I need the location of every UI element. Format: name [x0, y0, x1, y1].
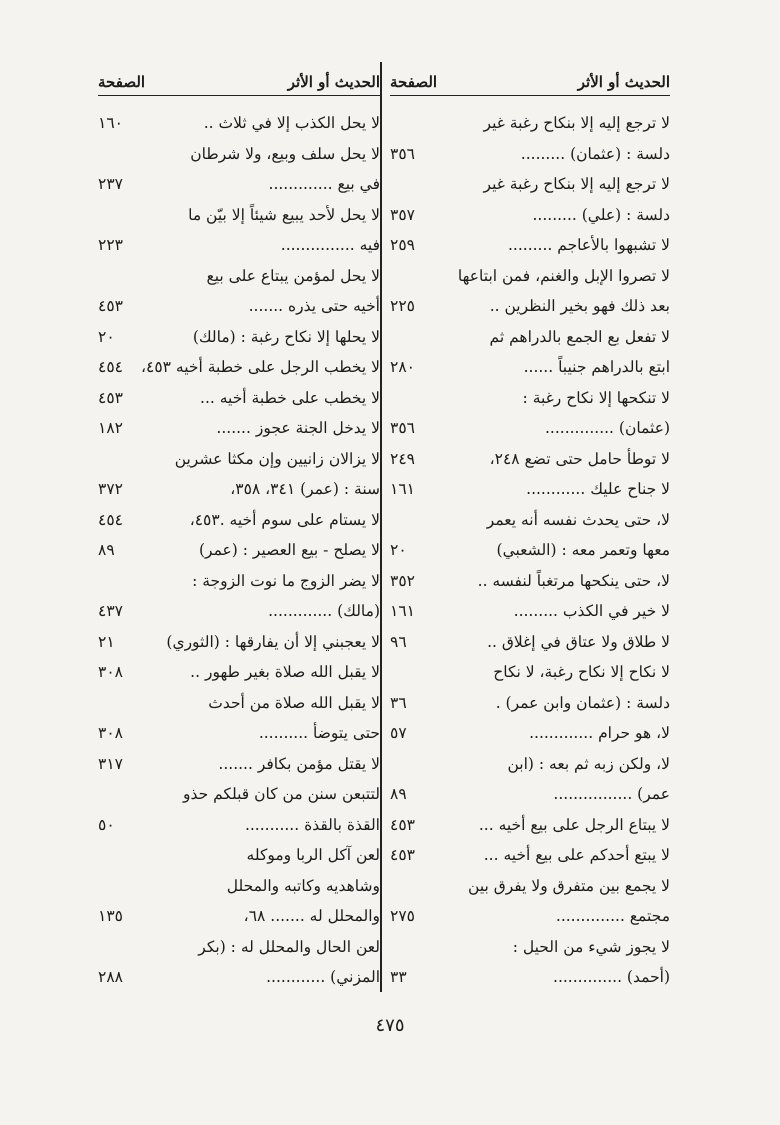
- entry-text: لا خير في الكذب .........: [513, 602, 670, 621]
- entry-text: لا تنكحها إلا نكاح رغبة :: [522, 388, 670, 407]
- left-column-header: [98, 62, 380, 96]
- entry-page: ٢٢٥: [390, 297, 415, 316]
- index-entry: [98, 871, 380, 902]
- index-entry: [390, 749, 670, 780]
- entry-text: لعن الحال والمحلل له : (بكر: [198, 937, 380, 956]
- entry-text: لا يحل الكذب إلا في ثلاث ..: [203, 114, 380, 133]
- index-entry: [390, 657, 670, 688]
- entry-page: ٣٥٦: [390, 419, 415, 438]
- entry-page: ٢٣٧: [98, 175, 123, 194]
- index-entry: [390, 932, 670, 963]
- index-entry: [98, 627, 380, 658]
- entry-page: ٣٥٢: [390, 571, 415, 590]
- entry-text: (عثمان) ..............: [545, 419, 670, 438]
- entry-text: لا يقبل الله صلاة بغير طهور ..: [190, 663, 380, 682]
- index-entry: [390, 261, 670, 292]
- page-number: ٤٧٥: [375, 1015, 405, 1036]
- index-entry: [98, 444, 380, 475]
- index-entry: [98, 688, 380, 719]
- entry-text: دلسة : (عثمان) .........: [520, 144, 670, 163]
- entry-page: ٤٥٣: [98, 297, 123, 316]
- index-entry: [390, 108, 670, 139]
- entry-text: لا يخطب على خطبة أخيه ...: [200, 388, 380, 407]
- index-entry: [390, 383, 670, 414]
- entry-text: لا، ولكن زبه ثم بعه : (ابن: [507, 754, 670, 773]
- entry-page: ٣٧٢: [98, 480, 123, 499]
- entry-text: لا يصلح - بيع العصير : (عمر): [198, 541, 380, 560]
- entry-text: لا يقتل مؤمن بكافر .......: [218, 754, 380, 773]
- entry-text: لا تفعل بع الجمع بالدراهم ثم: [489, 327, 670, 346]
- entry-page: ٢١: [98, 632, 115, 651]
- index-entry: [390, 627, 670, 658]
- index-entry: [98, 535, 380, 566]
- index-entry: [390, 688, 670, 719]
- right-entries: [390, 108, 670, 993]
- index-entry: [390, 139, 670, 170]
- entry-text: حتى يتوضأ ..........: [258, 724, 380, 743]
- entry-page: ٨٩: [98, 541, 115, 560]
- index-entry: [98, 261, 380, 292]
- index-entry: [98, 322, 380, 353]
- index-entry: [98, 505, 380, 536]
- entry-text: (مالك) .............: [268, 602, 380, 621]
- entry-page: ٣٦: [390, 693, 407, 712]
- index-entry: [98, 657, 380, 688]
- index-entry: [390, 474, 670, 505]
- entry-text: في بيع .............: [268, 175, 380, 194]
- index-entry: [390, 596, 670, 627]
- entry-text: (أحمد) ..............: [553, 968, 670, 987]
- entry-text: بعد ذلك فهو بخير النظرين ..: [489, 297, 670, 316]
- index-entry: [98, 352, 380, 383]
- entry-text: لا يبتع أحدكم على بيع أخيه ...: [483, 846, 670, 865]
- entry-page: ٣٣: [390, 968, 407, 987]
- entry-page: ١٦١: [390, 480, 415, 499]
- entry-page: ٢٢٣: [98, 236, 123, 255]
- entry-page: ٢٤٩: [390, 449, 415, 468]
- entry-page: ٣٠٨: [98, 663, 123, 682]
- entry-page: ٣٠٨: [98, 724, 123, 743]
- index-entry: [390, 779, 670, 810]
- column-title: الحديث أو الأثر: [577, 73, 670, 91]
- entry-page: ٤٥٣: [390, 815, 415, 834]
- index-entry: [98, 169, 380, 200]
- entry-text: دلسة : (علي) .........: [532, 205, 670, 224]
- index-entry: [390, 322, 670, 353]
- left-column: [98, 62, 380, 993]
- index-entry: [98, 932, 380, 963]
- entry-page: ٢٨٠: [390, 358, 415, 377]
- entry-page: ٢٠: [98, 327, 115, 346]
- entry-text: لا يبتاع الرجل على بيع أخيه ...: [478, 815, 670, 834]
- entry-text: لا تشبهوا بالأعاجم .........: [508, 236, 670, 255]
- index-entry: [390, 718, 670, 749]
- index-entry: [98, 566, 380, 597]
- column-title: الحديث أو الأثر: [287, 73, 380, 91]
- index-entry: [390, 505, 670, 536]
- index-entry: [390, 871, 670, 902]
- entry-text: لا، هو حرام .............: [529, 724, 670, 743]
- index-entry: [390, 901, 670, 932]
- entry-text: لا، حتى يحدث نفسه أنه يعمر: [486, 510, 670, 529]
- entry-text: مجتمع ..............: [555, 907, 670, 926]
- entry-text: القذة بالقذة ...........: [244, 815, 380, 834]
- index-entry: [390, 566, 670, 597]
- index-entry: [98, 291, 380, 322]
- entry-text: لا يحلها إلا نكاح رغبة : (مالك): [192, 327, 380, 346]
- right-column: [390, 62, 670, 993]
- entry-text: سنة : (عمر) ٣٤١، ٣٥٨،: [230, 480, 380, 499]
- entry-page: ٤٣٧: [98, 602, 123, 621]
- page-heading: الصفحة: [98, 73, 146, 91]
- entry-page: ٤٥٣: [98, 388, 123, 407]
- entry-text: معها وتعمر معه : (الشعبي): [496, 541, 670, 560]
- entry-page: ٤٥٤: [98, 510, 123, 529]
- entry-text: لا يعجبني إلا أن يفارقها : (الثوري): [166, 632, 380, 651]
- index-entry: [98, 383, 380, 414]
- column-divider: [380, 62, 382, 992]
- entry-text: لا يجمع بين متفرق ولا يفرق بين: [468, 876, 670, 895]
- index-entry: [390, 840, 670, 871]
- entry-text: ابتع بالدراهم جنيباً ......: [523, 358, 670, 377]
- entry-page: ١٦١: [390, 602, 415, 621]
- entry-text: لا يخطب الرجل على خطبة أخيه ٤٥٣،: [140, 358, 380, 377]
- index-entry: [98, 718, 380, 749]
- index-entry: [390, 444, 670, 475]
- index-entry: [390, 962, 670, 993]
- index-entry: [98, 108, 380, 139]
- left-entries: [98, 108, 380, 993]
- entry-text: لا يستام على سوم أخيه .٤٥٣،: [189, 510, 380, 529]
- entry-text: والمحلل له ....... ٦٨،: [243, 907, 380, 926]
- index-entry: [98, 413, 380, 444]
- entry-text: أخيه حتى يذره .......: [248, 297, 380, 316]
- entry-text: لا يحل لأحد يبيع شيئاً إلا بيّن ما: [188, 205, 380, 224]
- entry-page: ٤٥٤: [98, 358, 123, 377]
- index-entry: [98, 230, 380, 261]
- entry-page: ٢٠: [390, 541, 407, 560]
- entry-text: لا يجوز شيء من الحيل :: [512, 937, 670, 956]
- index-entry: [390, 535, 670, 566]
- entry-text: المزني) ............: [266, 968, 380, 987]
- entry-text: لا يحل سلف وبيع، ولا شرطان: [190, 144, 380, 163]
- entry-text: لا، حتى ينكحها مرتغباً لنفسه ..: [477, 571, 670, 590]
- entry-text: لعن آكل الربا وموكله: [246, 846, 380, 865]
- entry-text: عمر) ................: [553, 785, 670, 804]
- entry-text: لا يدخل الجنة عجوز .......: [216, 419, 380, 438]
- entry-page: ٣٥٦: [390, 144, 415, 163]
- index-entry: [390, 413, 670, 444]
- index-entry: [390, 169, 670, 200]
- index-entry: [98, 749, 380, 780]
- index-entry: [98, 810, 380, 841]
- index-entry: [98, 474, 380, 505]
- entry-text: لا تصروا الإبل والغنم، فمن ابتاعها: [457, 266, 670, 285]
- entry-page: ٥٠: [98, 815, 115, 834]
- page-heading: الصفحة: [390, 73, 438, 91]
- entry-text: لا يحل لمؤمن يبتاع على بيع: [206, 266, 380, 285]
- entry-page: ٣١٧: [98, 754, 123, 773]
- entry-text: لا ترجع إليه إلا بنكاح رغبة غير: [483, 175, 670, 194]
- index-entry: [98, 596, 380, 627]
- index-entry: [98, 779, 380, 810]
- entry-page: ٢٧٥: [390, 907, 415, 926]
- entry-text: لتتبعن سنن من كان قبلكم حذو: [182, 785, 380, 804]
- entry-text: لا يزالان زانيين وإن مكثا عشرين: [174, 449, 380, 468]
- entry-text: لا يقبل الله صلاة من أحدث: [208, 693, 380, 712]
- index-entry: [390, 230, 670, 261]
- entry-page: ٥٧: [390, 724, 407, 743]
- entry-text: لا نكاح إلا نكاح رغبة، لا نكاح: [493, 663, 670, 682]
- index-entry: [390, 352, 670, 383]
- entry-page: ٣٥٧: [390, 205, 415, 224]
- entry-page: ١٨٢: [98, 419, 123, 438]
- index-entry: [390, 810, 670, 841]
- entry-text: لا جناح عليك ............: [526, 480, 670, 499]
- entry-page: ٤٥٣: [390, 846, 415, 865]
- entry-page: ١٣٥: [98, 907, 123, 926]
- entry-text: لا طلاق ولا عتاق في إغلاق ..: [487, 632, 670, 651]
- entry-text: لا يضر الزوج ما نوت الزوجة :: [192, 571, 380, 590]
- entry-text: وشاهديه وكاتبه والمحلل: [226, 876, 380, 895]
- right-column-header: [390, 62, 670, 96]
- index-entry: [98, 139, 380, 170]
- entry-page: ٩٦: [390, 632, 407, 651]
- index-entry: [98, 200, 380, 231]
- entry-page: ٨٩: [390, 785, 407, 804]
- index-entry: [98, 901, 380, 932]
- entry-text: دلسة : (عثمان وابن عمر) .: [495, 693, 670, 712]
- index-entry: [98, 962, 380, 993]
- entry-text: فيه ...............: [280, 236, 380, 255]
- index-entry: [390, 200, 670, 231]
- entry-page: ٢٨٨: [98, 968, 123, 987]
- index-entry: [98, 840, 380, 871]
- entry-text: لا ترجع إليه إلا بنكاح رغبة غير: [483, 114, 670, 133]
- entry-page: ١٦٠: [98, 114, 123, 133]
- entry-text: لا توطأ حامل حتى تضع ٢٤٨،: [489, 449, 670, 468]
- index-entry: [390, 291, 670, 322]
- entry-page: ٢٥٩: [390, 236, 415, 255]
